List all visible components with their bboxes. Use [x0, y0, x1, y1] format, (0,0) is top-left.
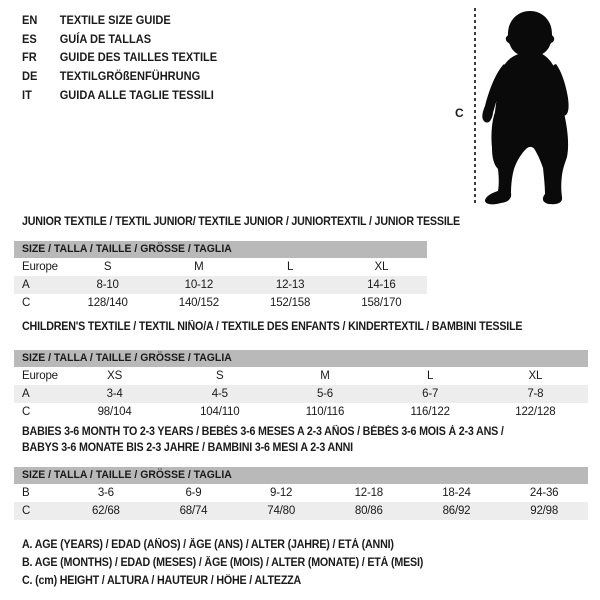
size-cell: 92/98	[530, 505, 559, 517]
babies-size-header-bar	[14, 467, 588, 484]
size-cell: 86/92	[442, 505, 471, 517]
language-guide-title: TEXTILGRÖßENFÜHRUNG	[59, 69, 201, 84]
language-row-it	[22, 86, 217, 105]
size-cell: 62/68	[91, 505, 120, 517]
size-cell: M	[320, 370, 330, 382]
size-cell: 4-5	[211, 388, 228, 400]
size-cell: 68/74	[179, 505, 208, 517]
junior-size-header-bar	[14, 241, 427, 258]
row-label: B	[22, 487, 30, 499]
size-cell: 80/86	[354, 505, 383, 517]
children-size-header-bar	[14, 350, 588, 367]
footnote-b: B. AGE (MONTHS) / EDAD (MESES) / ÂGE (MOIS) / ALTER (MONATE) / ETÀ (MESI)	[22, 557, 424, 569]
size-cell: 6-9	[185, 487, 202, 499]
size-table-row-a	[14, 276, 427, 294]
size-cell: 116/122	[410, 406, 450, 418]
size-cell: 5-6	[316, 388, 333, 400]
language-code: DE	[22, 69, 38, 84]
size-cell: 9-12	[270, 487, 293, 499]
babies-size-table-section	[14, 467, 588, 520]
size-cell: 18-24	[442, 487, 471, 499]
footnotes	[22, 536, 453, 590]
language-row-fr	[22, 48, 217, 67]
language-row-de	[22, 67, 217, 86]
size-header-label: SIZE / TALLA / TAILLE / GRÖSSE / TAGLIA	[22, 243, 232, 255]
height-measure-dashed-line	[474, 8, 476, 206]
size-table-row-europe	[14, 258, 427, 276]
size-cell: 74/80	[267, 505, 296, 517]
junior-size-table	[14, 258, 427, 312]
language-guide-title: GUIDA ALLE TAGLIE TESSILI	[59, 87, 214, 102]
babies-table-title	[22, 424, 504, 456]
footnote-a: A. AGE (YEARS) / EDAD (AÑOS) / ÂGE (ANS) / ALTER (JAHRE) / ETÀ (ANNI)	[22, 539, 394, 551]
size-cell: S	[103, 261, 112, 273]
row-label: C	[22, 406, 31, 418]
size-cell: 6-7	[422, 388, 439, 400]
language-guide-title: GUÍA DE TALLAS	[59, 31, 152, 46]
language-row-es	[22, 30, 217, 49]
language-list	[22, 11, 234, 105]
size-table-row-c	[14, 403, 588, 421]
size-table-row-a	[14, 385, 588, 403]
size-cell: 12-18	[354, 487, 383, 499]
baby-silhouette	[478, 6, 578, 208]
babies-table-title-line2: BABYS 3-6 MONATE BIS 2-3 JAHRE / BAMBINI 3-6 MESI A 2-3 ANNI	[22, 442, 353, 454]
size-cell: XL	[528, 370, 543, 382]
size-cell: 158/170	[361, 297, 402, 309]
row-label: C	[22, 505, 31, 517]
size-cell: 152/158	[270, 297, 311, 309]
size-cell: 110/116	[305, 406, 345, 418]
size-cell: L	[427, 370, 434, 382]
footnote-c: C. (cm) HEIGHT / ALTURA / HAUTEUR / HÖHE / ALTEZZA	[22, 575, 302, 587]
size-table-row-europe	[14, 367, 588, 385]
size-cell: 3-4	[106, 388, 123, 400]
size-cell: 122/128	[515, 406, 556, 418]
language-row-en	[22, 11, 217, 30]
row-label: Europe	[22, 370, 58, 382]
language-guide-title: TEXTILE SIZE GUIDE	[59, 13, 171, 27]
row-label: C	[22, 297, 31, 309]
size-table-row-b	[14, 484, 588, 502]
size-cell: 128/140	[87, 297, 128, 309]
size-cell: 140/152	[178, 297, 219, 309]
size-cell: 24-36	[529, 487, 559, 499]
size-cell: 104/110	[200, 406, 240, 418]
size-cell: S	[216, 370, 224, 382]
size-cell: M	[194, 261, 204, 273]
babies-size-table	[14, 484, 588, 520]
children-size-table-section	[14, 350, 588, 421]
baby-silhouette-icon	[478, 6, 578, 208]
children-table-title: CHILDREN'S TEXTILE / TEXTIL NIÑO/A / TEXTILE DES ENFANTS / KINDERTEXTIL / BAMBINI TESSILE	[22, 321, 523, 333]
size-cell: 98/104	[97, 406, 132, 418]
language-guide-title: GUIDE DES TAILLES TEXTILE	[59, 50, 218, 65]
row-label: A	[22, 279, 30, 291]
junior-size-table-section	[14, 241, 427, 312]
size-cell: 14-16	[367, 279, 396, 291]
size-cell: 7-8	[527, 388, 544, 400]
size-table-row-c	[14, 294, 427, 312]
row-label: Europe	[22, 261, 58, 273]
size-cell: 8-10	[96, 279, 119, 291]
size-cell: XS	[107, 370, 123, 382]
row-label: A	[22, 388, 30, 400]
height-label-c: C	[455, 106, 464, 120]
children-size-table	[14, 367, 588, 421]
babies-table-title-line1: BABIES 3-6 MONTH TO 2-3 YEARS / BEBÉS 3-6 MESES A 2-3 AÑOS / BÉBÉS 3-6 MOIS À 2-3 ANS /	[22, 426, 504, 438]
size-cell: 3-6	[97, 487, 114, 499]
size-cell: L	[287, 261, 294, 273]
size-header-label: SIZE / TALLA / TAILLE / GRÖSSE / TAGLIA	[22, 469, 232, 481]
junior-table-title: JUNIOR TEXTILE / TEXTIL JUNIOR/ TEXTILE JUNIOR / JUNIORTEXTIL / JUNIOR TESSILE	[22, 216, 460, 228]
size-cell: 12-13	[275, 279, 305, 291]
language-code: IT	[22, 87, 32, 102]
language-code: ES	[22, 31, 37, 46]
language-code: EN	[22, 13, 38, 27]
size-header-label: SIZE / TALLA / TAILLE / GRÖSSE / TAGLIA	[22, 352, 232, 364]
size-cell: XL	[374, 261, 389, 273]
language-code: FR	[22, 50, 37, 65]
size-table-row-c	[14, 502, 588, 520]
size-cell: 10-12	[184, 279, 214, 291]
